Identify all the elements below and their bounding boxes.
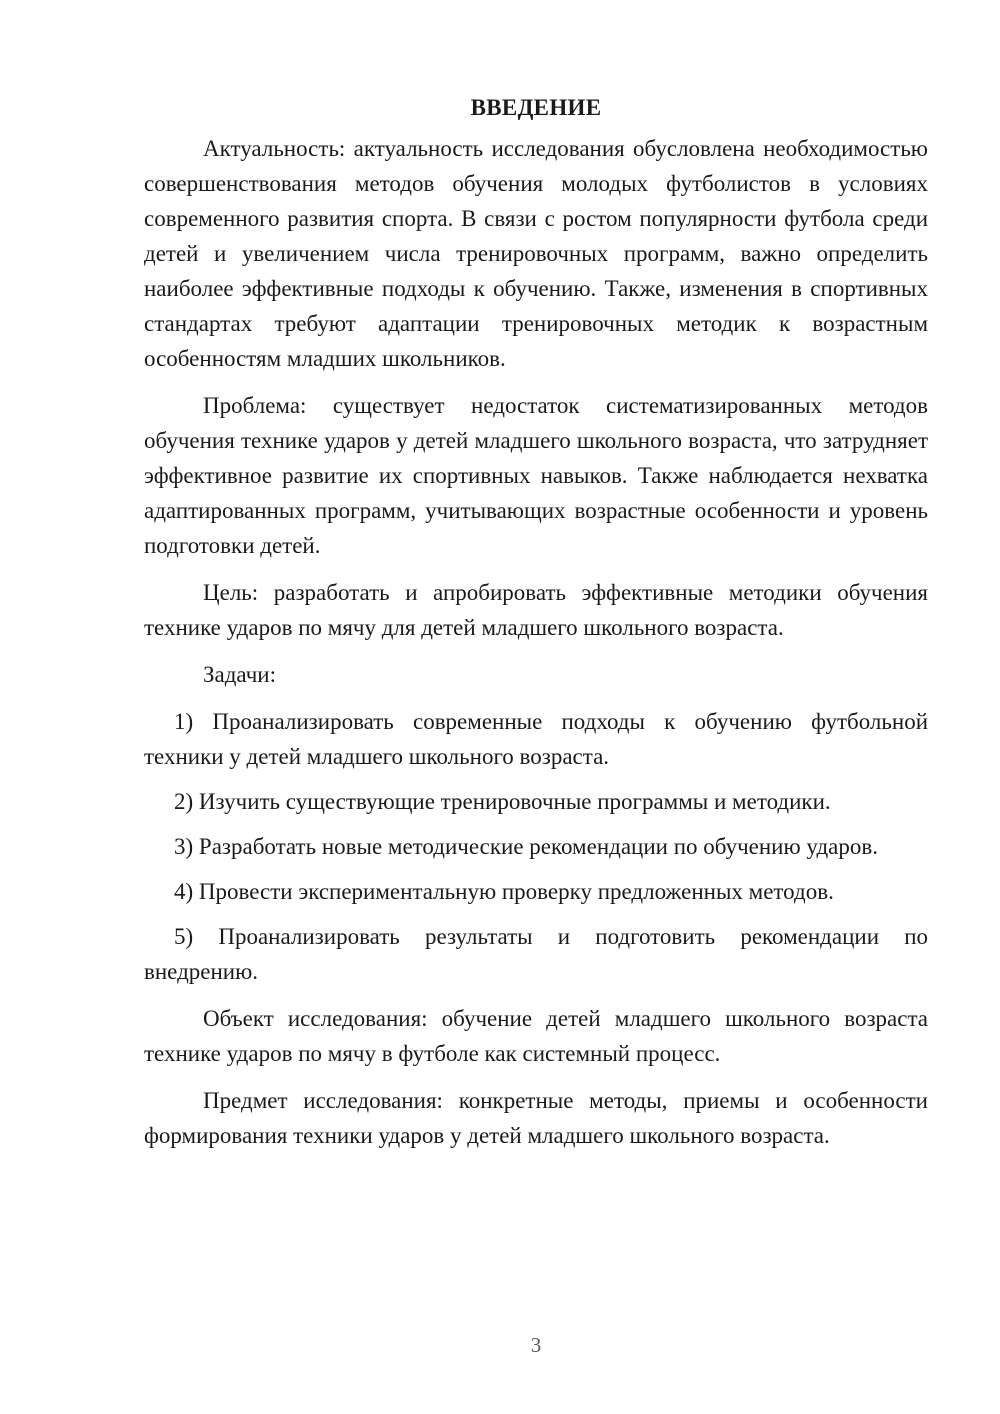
goal-paragraph: Цель: разработать и апробировать эффективные методики обучения технике ударов по мячу для детей младшего школьного возраста. — [144, 580, 928, 640]
task-item: 2) Изучить существующие тренировочные программы и методики. — [174, 789, 831, 814]
task-item: 4) Провести экспериментальную проверку предложенных методов. — [174, 879, 834, 904]
task-item: 1) Проанализировать современные подходы к обучению футбольной техники у детей младшего школьного возраста. — [144, 709, 928, 769]
document-page — [144, 90, 928, 1153]
problem-paragraph: Проблема: существует недостаток систематизированных методов обучения технике ударов у детей младшего школьного возраста, что затрудняет эффективное развитие их спортивных навыков. Также наблюдается нехватка адаптированных программ, учитывающих возрастные особенности и уровень подготовки детей. — [144, 393, 928, 558]
page-number: 3 — [530, 1333, 542, 1357]
task-item: 5) Проанализировать результаты и подготовить рекомендации по внедрению. — [144, 924, 928, 984]
tasks-list — [144, 704, 928, 989]
object-paragraph: Объект исследования: обучение детей младшего школьного возраста технике ударов по мячу в футболе как системный процесс. — [144, 1006, 928, 1066]
task-item: 3) Разработать новые методические рекомендации по обучению ударов. — [174, 834, 878, 859]
tasks-heading: Задачи: — [203, 662, 276, 687]
subject-paragraph: Предмет исследования: конкретные методы, приемы и особенности формирования техники ударов у детей младшего школьного возраста. — [144, 1088, 928, 1148]
section-title: ВВЕДЕНИЕ — [470, 95, 602, 120]
relevance-paragraph: Актуальность: актуальность исследования обусловлена необходимостью совершенствования методов обучения молодых футболистов в условиях современного развития спорта. В связи с ростом популярности футбола среди детей и увеличением числа тренировочных программ, важно определить наиболее эффективные подходы к обучению. Также, изменения в спортивных стандартах требуют адаптации тренировочных методик к возрастным особенностям младших школьников. — [144, 136, 928, 371]
